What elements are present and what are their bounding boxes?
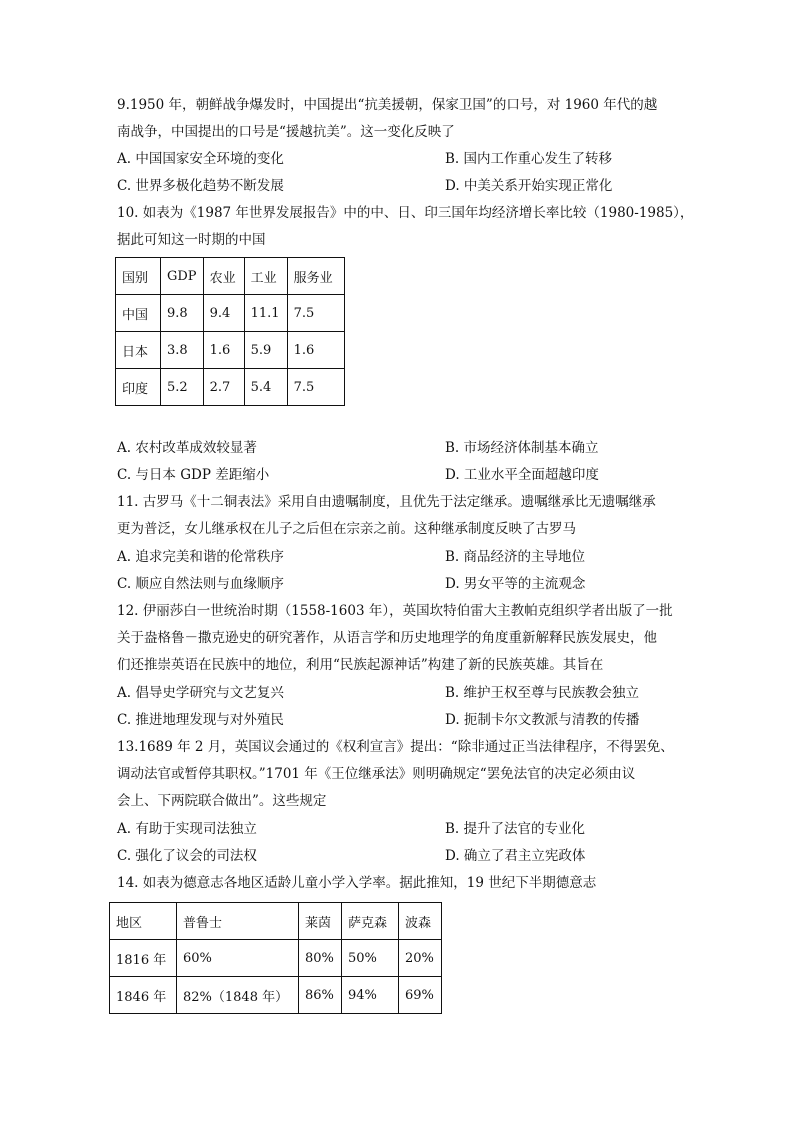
table-cell: 94%: [342, 977, 399, 1014]
table-cell: 1816 年: [110, 940, 177, 977]
table-cell: 7.5: [287, 369, 344, 406]
question-12-option-b: B. 维护王权至尊与民族教会独立: [445, 685, 640, 701]
question-10-option-c: C. 与日本 GDP 差距缩小: [117, 467, 270, 483]
question-9-stem-line-2: 南战争，中国提出的口号是“援越抗美”。这一变化反映了: [117, 124, 455, 140]
table-header-cell: GDP: [161, 258, 204, 295]
question-13-option-b: B. 提升了法官的专业化: [445, 821, 586, 837]
table-cell: 2.7: [203, 369, 244, 406]
table-cell: 印度: [116, 369, 161, 406]
question-12-option-a: A. 倡导史学研究与文艺复兴: [117, 685, 284, 701]
question-9-stem-line-1: 9.1950 年，朝鲜战争爆发时，中国提出“抗美援朝，保家卫国”的口号，对 1960 年代的越: [117, 97, 658, 113]
question-9-option-c: C. 世界多极化趋势不断发展: [117, 178, 284, 194]
question-12-stem-line-3: 们还推崇英语在民族中的地位，利用“民族起源神话”构建了新的民族英雄。其旨在: [117, 657, 604, 673]
table-cell: 86%: [299, 977, 342, 1014]
question-12-stem-line-2: 关于盎格鲁－撒克逊史的研究著作，从语言学和历史地理学的角度重新解释民族发展史，他: [117, 630, 657, 646]
table-cell: 7.5: [287, 295, 344, 332]
table-cell: 1.6: [203, 332, 244, 369]
question-11-option-b: B. 商品经济的主导地位: [445, 549, 586, 565]
table-cell: 5.9: [244, 332, 287, 369]
table-cell: 11.1: [244, 295, 287, 332]
question-11-stem-line-1: 11. 古罗马《十二铜表法》采用自由遗嘱制度，且优先于法定继承。遗嘱继承比无遗嘱继承: [117, 494, 656, 510]
table-cell: 中国: [116, 295, 161, 332]
question-13-option-a: A. 有助于实现司法独立: [117, 821, 257, 837]
table-cell: 20%: [399, 940, 442, 977]
question-10-stem-line-2: 据此可知这一时期的中国: [117, 232, 266, 248]
question-10-option-b: B. 市场经济体制基本确立: [445, 440, 599, 456]
question-12-option-c: C. 推进地理发现与对外殖民: [117, 712, 284, 728]
question-12-stem-line-1: 12. 伊丽莎白一世统治时期（1558-1603 年），英国坎特伯雷大主教帕克组织学者出版了一批: [117, 603, 673, 619]
growth-rate-table: [115, 257, 345, 406]
question-10-option-d: D. 工业水平全面超越印度: [445, 467, 599, 483]
table-row: [116, 369, 345, 406]
table-header-cell: 波森: [399, 903, 442, 940]
question-10-stem-line-1: 10. 如表为《1987 年世界发展报告》中的中、日、印三国年均经济增长率比较（1980-1985），: [117, 205, 694, 221]
question-13-stem-line-1: 13.1689 年 2 月，英国议会通过的《权利宣言》提出：“除非通过正当法律程序，不得罢免、: [117, 739, 674, 755]
table-header-cell: 普鲁士: [177, 903, 299, 940]
table-row: [110, 977, 442, 1014]
table-header-cell: 农业: [203, 258, 244, 295]
table-cell: 82%（1848 年）: [177, 977, 299, 1014]
question-9-option-b: B. 国内工作重心发生了转移: [445, 151, 613, 167]
enrollment-rate-table: [109, 902, 442, 1014]
table-header-cell: 地区: [110, 903, 177, 940]
table-cell: 5.2: [161, 369, 204, 406]
table-cell: 3.8: [161, 332, 204, 369]
table-cell: 69%: [399, 977, 442, 1014]
question-10-option-a: A. 农村改革成效较显著: [117, 440, 257, 456]
question-12-option-d: D. 扼制卡尔文教派与清教的传播: [445, 712, 640, 728]
table-cell: 50%: [342, 940, 399, 977]
question-11-option-c: C. 顺应自然法则与血缘顺序: [117, 576, 284, 592]
table-cell: 80%: [299, 940, 342, 977]
table-cell: 5.4: [244, 369, 287, 406]
question-11-option-a: A. 追求完美和谐的伦常秩序: [117, 549, 284, 565]
question-11-stem-line-2: 更为普泛，女儿继承权在儿子之后但在宗亲之前。这种继承制度反映了古罗马: [117, 521, 576, 537]
table-cell: 60%: [177, 940, 299, 977]
table-header-cell: 国别: [116, 258, 161, 295]
table-cell: 日本: [116, 332, 161, 369]
question-13-stem-line-3: 会上、下两院联合做出”。这些规定: [117, 793, 327, 809]
question-13-stem-line-2: 调动法官或暂停其职权。”1701 年《王位继承法》则明确规定“罢免法官的决定必须由议: [117, 766, 636, 782]
table-row: [116, 332, 345, 369]
question-13-option-d: D. 确立了君主立宪政体: [445, 848, 586, 864]
question-11-option-d: D. 男女平等的主流观念: [445, 576, 586, 592]
table-cell: 9.8: [161, 295, 204, 332]
table-header-cell: 萨克森: [342, 903, 399, 940]
table-header-row: [110, 903, 442, 940]
table-header-cell: 服务业: [287, 258, 344, 295]
question-9-option-d: D. 中美关系开始实现正常化: [445, 178, 613, 194]
table-header-cell: 莱茵: [299, 903, 342, 940]
table-cell: 1.6: [287, 332, 344, 369]
table-row: [116, 295, 345, 332]
table-cell: 1846 年: [110, 977, 177, 1014]
question-14-stem-line-1: 14. 如表为德意志各地区适龄儿童小学入学率。据此推知，19 世纪下半期德意志: [117, 875, 597, 891]
table-header-row: [116, 258, 345, 295]
table-header-cell: 工业: [244, 258, 287, 295]
table-cell: 9.4: [203, 295, 244, 332]
question-13-option-c: C. 强化了议会的司法权: [117, 848, 257, 864]
question-9-option-a: A. 中国国家安全环境的变化: [117, 151, 284, 167]
table-row: [110, 940, 442, 977]
